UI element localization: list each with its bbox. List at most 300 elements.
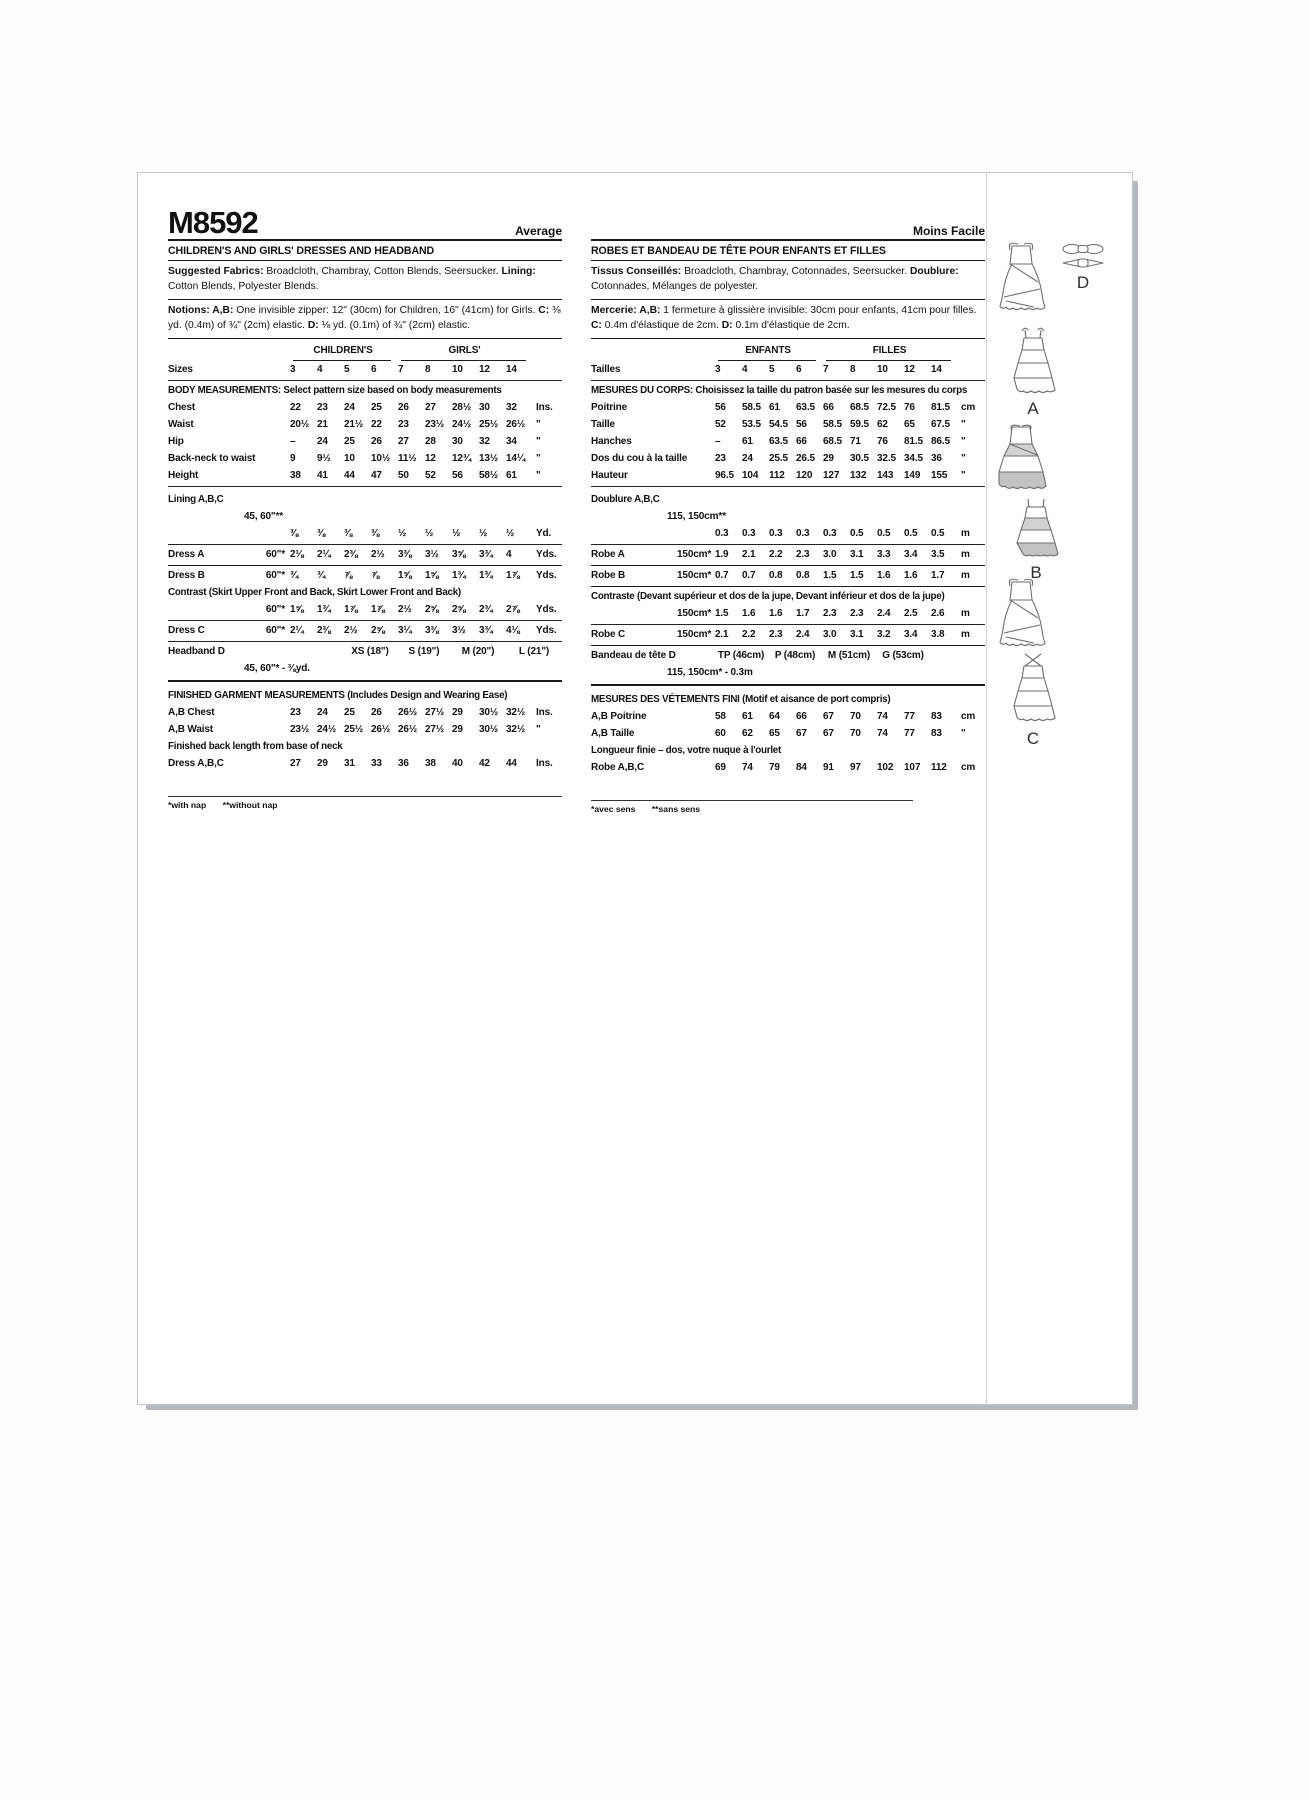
table-cell: 1.5: [715, 608, 729, 619]
footnote-avec-sens: *avec sens: [591, 804, 636, 814]
table-cell: 2¾: [479, 604, 493, 615]
text-segment: Broadcloth, Chambray, Cotton Blends, Seersucker.: [266, 266, 502, 277]
text-segment: C:: [538, 305, 553, 316]
table-cell: 104: [742, 470, 759, 481]
table-cell: Robe A: [591, 549, 625, 560]
table-cell: 21: [317, 419, 328, 430]
table-row: [168, 508, 562, 525]
notions-paragraph: [168, 300, 562, 339]
table-cell: 58½: [479, 470, 499, 481]
table-cell: 2⅞: [506, 604, 520, 615]
suggested-fabrics-paragraph: [168, 261, 562, 300]
table-cell: m: [961, 528, 970, 539]
table-row: [168, 704, 562, 721]
table-row: [591, 688, 985, 708]
table-row: [168, 546, 562, 566]
table-cell: 10: [344, 453, 355, 464]
table-cell: 23: [290, 707, 301, 718]
table-cell: 24: [317, 436, 328, 447]
table-row: [168, 450, 562, 467]
table-cell: 76: [904, 402, 915, 413]
english-column: [168, 199, 562, 810]
table-row: [591, 416, 985, 433]
tissus-paragraph: [591, 261, 985, 300]
dress-back-icon: [998, 325, 1068, 397]
table-row: [168, 342, 562, 361]
table-cell: 2.1: [715, 629, 729, 640]
table-cell: 66: [796, 436, 807, 447]
table-cell: 52: [715, 419, 726, 430]
table-cell: 26: [398, 402, 409, 413]
table-cell: 3⅜: [398, 549, 412, 560]
table-cell: 2.4: [877, 608, 891, 619]
table-cell: 25½: [479, 419, 499, 430]
table-cell: 2⅜: [344, 549, 358, 560]
table-cell: 44: [344, 470, 355, 481]
table-cell: 81.5: [904, 436, 923, 447]
table-cell: GIRLS': [401, 342, 526, 361]
table-cell: 30: [479, 402, 490, 413]
table-cell: cm: [961, 402, 976, 413]
text-segment: 1 fermeture à glissière invisible: 30cm pour enfants, 41cm pour filles.: [663, 305, 977, 316]
table-cell: 3.8: [931, 629, 945, 640]
table-cell: 64: [769, 711, 780, 722]
table-cell: 0.3: [769, 528, 783, 539]
table-cell: 1.5: [850, 570, 864, 581]
table-cell: 41: [317, 470, 328, 481]
table-cell: 7: [398, 364, 404, 375]
text-segment: D:: [307, 319, 322, 331]
table-cell: 2⅝: [452, 604, 466, 615]
table-cell: 62: [877, 419, 888, 430]
table-cell: Yds.: [536, 625, 557, 636]
table-cell: 25: [344, 436, 355, 447]
table-cell: 3¾: [479, 549, 493, 560]
table-cell: 29: [317, 758, 328, 769]
table-cell: Ins.: [536, 758, 553, 769]
table-cell: TP (46cm): [717, 650, 765, 661]
table-cell: 23: [317, 402, 328, 413]
table-row: [168, 584, 562, 601]
table-cell: ": [961, 728, 966, 739]
table-cell: Robe B: [591, 570, 626, 581]
table-cell: 2.6: [931, 608, 945, 619]
table-cell: 3¼: [398, 625, 412, 636]
table-cell: 45, 60"**: [244, 511, 283, 522]
table-cell: Headband D: [168, 646, 225, 657]
table-cell: 68.5: [850, 402, 869, 413]
table-row: [168, 361, 562, 381]
table-cell: 1¾: [317, 604, 331, 615]
table-row: [591, 647, 985, 664]
table-cell: 0.5: [850, 528, 864, 539]
table-cell: 143: [877, 470, 894, 481]
table-cell: 1⅝: [398, 570, 412, 581]
table-cell: 0.8: [796, 570, 810, 581]
table-row: [591, 708, 985, 725]
table-row: [168, 416, 562, 433]
table-cell: 60"*: [265, 604, 285, 615]
section-heading-fr: ROBES ET BANDEAU DE TÊTE POUR ENFANTS ET FILLES: [591, 241, 985, 261]
table-cell: S (19"): [408, 646, 440, 657]
table-cell: 2.5: [904, 608, 918, 619]
dress-back-contrast-icon: [1004, 495, 1068, 561]
table-cell: 30½: [479, 724, 499, 735]
table-cell: XS (18"): [351, 646, 389, 657]
table-cell: 38: [425, 758, 436, 769]
table-cell: m: [961, 629, 970, 640]
table-cell: 25.5: [769, 453, 788, 464]
table-cell: ": [961, 419, 966, 430]
table-cell: 68.5: [823, 436, 842, 447]
table-cell: 14¼: [506, 453, 526, 464]
table-cell: 83: [931, 728, 942, 739]
table-cell: FILLES: [826, 342, 951, 361]
table-cell: 56: [796, 419, 807, 430]
table-cell: 4: [506, 549, 512, 560]
table-cell: MESURES DES VÉTEMENTS FINI (Motif et aisance de port compris): [591, 694, 891, 705]
table-cell: 62: [742, 728, 753, 739]
table-cell: 1⅝: [425, 570, 439, 581]
table-cell: 1¾: [479, 570, 493, 581]
table-cell: 3½: [425, 549, 439, 560]
table-cell: 115, 150cm* - 0.3m: [667, 667, 753, 678]
text-segment: Lining:: [501, 266, 536, 277]
table-row: [591, 488, 985, 508]
table-cell: 23½: [290, 724, 310, 735]
text-segment: Notions: A,B:: [168, 305, 237, 316]
table-cell: 20½: [290, 419, 310, 430]
table-row: [591, 626, 985, 646]
table-cell: 11½: [398, 453, 417, 464]
table-cell: ⅞: [344, 570, 353, 581]
table-cell: 44: [506, 758, 517, 769]
table-cell: 12¾: [452, 453, 472, 464]
table-cell: 120: [796, 470, 813, 481]
table-cell: 1.6: [904, 570, 918, 581]
measurements-table-en: [168, 342, 562, 772]
table-cell: Height: [168, 470, 199, 481]
table-cell: Doublure A,B,C: [591, 494, 660, 505]
table-row: [168, 660, 562, 682]
table-cell: 47: [371, 470, 382, 481]
table-cell: 30½: [479, 707, 499, 718]
table-cell: FINISHED GARMENT MEASUREMENTS (Includes Design and Wearing Ease): [168, 690, 508, 701]
table-cell: 70: [850, 728, 861, 739]
table-row: [168, 601, 562, 621]
french-column: [591, 199, 985, 814]
text-segment: 0.1m d'élastique de 2cm.: [735, 319, 850, 331]
table-row: [168, 525, 562, 545]
table-cell: 155: [931, 470, 948, 481]
table-cell: 77: [904, 728, 915, 739]
table-cell: 25½: [344, 724, 364, 735]
table-cell: 84: [796, 762, 807, 773]
table-cell: A,B Taille: [591, 728, 635, 739]
table-cell: 23½: [425, 419, 445, 430]
table-row: [168, 643, 562, 660]
table-row: [591, 467, 985, 487]
table-cell: Back-neck to waist: [168, 453, 256, 464]
table-cell: 26.5: [796, 453, 815, 464]
table-cell: 10: [452, 364, 463, 375]
table-cell: 2⅝: [425, 604, 439, 615]
table-cell: 0.7: [742, 570, 756, 581]
table-cell: 74: [742, 762, 753, 773]
table-cell: ": [536, 724, 541, 735]
footnote-fr: [591, 800, 913, 814]
table-cell: BODY MEASUREMENTS: Select pattern size based on body measurements: [168, 385, 502, 396]
figure-label-b: B: [1030, 563, 1042, 582]
table-cell: 0.3: [742, 528, 756, 539]
headband-bows-icon: [1060, 243, 1106, 271]
table-cell: 53.5: [742, 419, 761, 430]
table-cell: 1⅞: [344, 604, 358, 615]
table-cell: 33: [371, 758, 382, 769]
table-cell: 31: [344, 758, 355, 769]
table-cell: 60"*: [265, 549, 285, 560]
table-cell: 3: [715, 364, 721, 375]
table-cell: G (53cm): [882, 650, 924, 661]
table-cell: 1⅞: [506, 570, 520, 581]
text-segment: Cotton Blends, Polyester Blends.: [168, 280, 319, 292]
table-cell: 63.5: [769, 436, 788, 447]
table-cell: 0.8: [769, 570, 783, 581]
table-row: [168, 488, 562, 508]
table-cell: 26½: [371, 724, 391, 735]
table-cell: 2⅛: [290, 549, 304, 560]
table-cell: Hanches: [591, 436, 632, 447]
table-cell: 28½: [452, 402, 472, 413]
table-cell: 26: [371, 707, 382, 718]
table-cell: 45, 60"* - ⅜yd.: [244, 663, 310, 674]
table-cell: Finished back length from base of neck: [168, 741, 343, 752]
table-cell: 10½: [371, 453, 391, 464]
table-row: [168, 467, 562, 487]
table-cell: Hip: [168, 436, 184, 447]
table-cell: 13½: [479, 453, 499, 464]
table-cell: 38: [290, 470, 301, 481]
table-cell: 3⅜: [425, 625, 439, 636]
table-cell: 9½: [317, 453, 331, 464]
table-cell: m: [961, 608, 970, 619]
table-cell: A,B Chest: [168, 707, 215, 718]
table-cell: 29: [452, 707, 463, 718]
table-cell: 69: [715, 762, 726, 773]
table-cell: Yds.: [536, 549, 557, 560]
table-cell: Ins.: [536, 402, 553, 413]
table-cell: Dress A,B,C: [168, 758, 224, 769]
table-cell: 2½: [344, 625, 358, 636]
table-row: [168, 382, 562, 399]
table-cell: 8: [425, 364, 431, 375]
table-cell: 0.7: [715, 570, 729, 581]
pattern-number: M8592: [168, 205, 258, 240]
table-cell: 60"*: [265, 570, 285, 581]
table-cell: 14: [931, 364, 942, 375]
table-cell: 3.2: [877, 629, 891, 640]
mercerie-paragraph: [591, 300, 985, 339]
dress-a-front-illustration: [981, 239, 1061, 319]
table-cell: 112: [769, 470, 785, 481]
table-cell: 2¼: [317, 549, 331, 560]
table-cell: 2.3: [769, 629, 783, 640]
table-cell: 54.5: [769, 419, 788, 430]
table-cell: 65: [769, 728, 780, 739]
table-cell: 83: [931, 711, 942, 722]
table-cell: 2.3: [823, 608, 837, 619]
table-cell: ": [961, 470, 966, 481]
table-cell: 36: [398, 758, 409, 769]
table-cell: 149: [904, 470, 921, 481]
table-cell: –: [290, 436, 296, 447]
table-cell: A,B Poitrine: [591, 711, 647, 722]
table-cell: 32.5: [877, 453, 896, 464]
pattern-instruction-sheet: [137, 172, 1133, 1405]
table-cell: 22: [290, 402, 301, 413]
table-cell: 1.7: [796, 608, 810, 619]
table-cell: 12: [904, 364, 915, 375]
table-cell: 5: [769, 364, 775, 375]
table-cell: 8: [850, 364, 856, 375]
table-cell: 61: [769, 402, 780, 413]
table-cell: 79: [769, 762, 780, 773]
table-row: [591, 546, 985, 566]
difficulty-label-fr: Moins Facile: [912, 224, 985, 238]
table-cell: 1.6: [742, 608, 756, 619]
text-segment: Cotonnades, Mélanges de polyester.: [591, 280, 759, 292]
text-segment: Doublure:: [909, 266, 959, 277]
table-cell: cm: [961, 762, 976, 773]
table-row: [591, 361, 985, 381]
table-cell: 24: [742, 453, 753, 464]
text-segment: Broadcloth, Chambray, Cotonnades, Seersucker.: [684, 266, 910, 277]
table-cell: 50: [398, 470, 409, 481]
table-cell: 67: [823, 711, 834, 722]
table-row: [591, 399, 985, 416]
table-row: [168, 567, 562, 584]
table-cell: Hauteur: [591, 470, 628, 481]
table-cell: 2.2: [742, 629, 756, 640]
table-cell: –: [715, 436, 721, 447]
table-row: [591, 588, 985, 605]
table-cell: 9: [290, 453, 296, 464]
table-cell: ½: [506, 528, 515, 539]
text-segment: C:: [591, 319, 605, 331]
table-cell: 34: [506, 436, 517, 447]
footnote-with-nap: *with nap: [168, 800, 207, 810]
figure-label-c: C: [1026, 729, 1040, 748]
table-cell: ½: [425, 528, 434, 539]
table-cell: 5: [344, 364, 350, 375]
table-cell: 3.3: [877, 549, 891, 560]
section-heading-en: CHILDREN'S AND GIRLS' DRESSES AND HEADBAND: [168, 241, 562, 261]
table-row: [591, 567, 985, 587]
table-cell: 0.5: [877, 528, 891, 539]
dress-b-front-illustration: [981, 421, 1061, 493]
table-cell: ½: [479, 528, 488, 539]
text-segment: Suggested Fabrics:: [168, 266, 267, 277]
table-cell: ": [536, 436, 541, 447]
table-cell: 0.3: [796, 528, 810, 539]
table-cell: 61: [742, 436, 753, 447]
table-cell: 30: [452, 436, 463, 447]
table-cell: 74: [877, 711, 888, 722]
text-segment: ⅜ yd. (0.4m) of ¾" (2cm) elastic.: [168, 305, 561, 331]
dress-c-back-illustration: [998, 651, 1068, 749]
table-cell: Contraste (Devant supérieur et dos de la jupe, Devant inférieur et dos de la jupe): [591, 591, 945, 602]
table-cell: 56: [452, 470, 463, 481]
table-cell: 2⅝: [371, 625, 385, 636]
table-cell: ⅜: [290, 528, 299, 539]
dress-back-crisscross-icon: [998, 651, 1068, 727]
table-cell: CHILDREN'S: [293, 342, 391, 361]
table-cell: 91: [823, 762, 834, 773]
table-cell: 58.5: [742, 402, 761, 413]
table-cell: 59.5: [850, 419, 869, 430]
table-cell: Yd.: [536, 528, 552, 539]
table-row: [591, 742, 985, 759]
table-row: [168, 622, 562, 642]
table-cell: 67: [796, 728, 807, 739]
table-cell: Dress B: [168, 570, 205, 581]
table-cell: 40: [452, 758, 463, 769]
table-cell: 2½: [398, 604, 412, 615]
table-cell: Dress C: [168, 625, 205, 636]
table-cell: 61: [742, 711, 753, 722]
title-bar-en: [168, 199, 562, 241]
table-cell: 61: [506, 470, 517, 481]
table-cell: 58.5: [823, 419, 842, 430]
table-cell: 60"*: [265, 625, 285, 636]
table-cell: 150cm*: [677, 570, 712, 581]
table-cell: 24: [317, 707, 328, 718]
table-cell: ": [536, 419, 541, 430]
table-row: [168, 721, 562, 738]
dress-a-back-illustration: [998, 325, 1068, 419]
table-cell: 0.3: [715, 528, 729, 539]
table-cell: 74: [877, 728, 888, 739]
table-cell: 0.3: [823, 528, 837, 539]
table-cell: 3: [290, 364, 296, 375]
dress-front-icon: [981, 239, 1061, 319]
table-cell: 56: [715, 402, 726, 413]
table-cell: M (20"): [461, 646, 495, 657]
text-segment: ⅛ yd. (0.1m) of ¾" (2cm) elastic.: [321, 319, 471, 331]
table-row: [168, 684, 562, 704]
table-cell: 67.5: [931, 419, 950, 430]
figure-label-d: D: [1076, 273, 1090, 292]
table-cell: 2¼: [290, 625, 304, 636]
table-cell: 2.3: [850, 608, 864, 619]
table-cell: 97: [850, 762, 861, 773]
table-cell: P (48cm): [774, 650, 816, 661]
table-cell: 3⅝: [452, 549, 466, 560]
table-cell: 7: [823, 364, 829, 375]
table-row: [591, 725, 985, 742]
table-row: [168, 399, 562, 416]
table-row: [591, 433, 985, 450]
table-cell: Robe A,B,C: [591, 762, 645, 773]
table-cell: 29: [823, 453, 834, 464]
table-cell: 3.4: [904, 549, 918, 560]
text-segment: Mercerie: A,B:: [591, 305, 664, 316]
table-cell: 3.0: [823, 549, 837, 560]
table-cell: ⅜: [371, 528, 380, 539]
table-cell: 1⅞: [371, 604, 385, 615]
figure-label-a: A: [1027, 399, 1039, 418]
table-cell: ENFANTS: [718, 342, 816, 361]
